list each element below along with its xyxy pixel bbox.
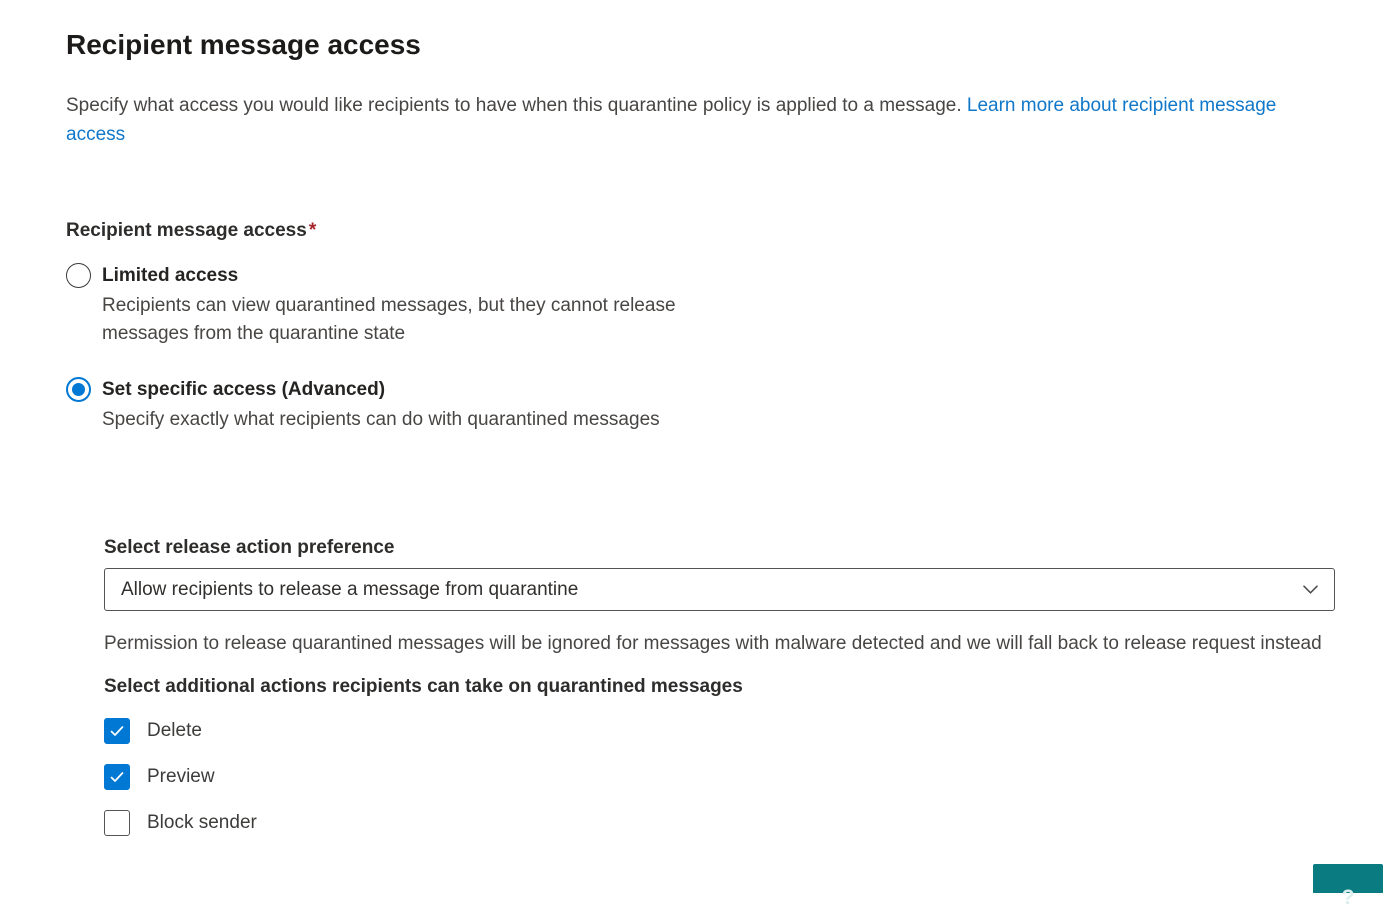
delete-checkbox[interactable]: [104, 718, 130, 744]
radio-option-set-specific-access[interactable]: [66, 376, 1338, 434]
checkbox-row-preview[interactable]: [104, 764, 1338, 790]
radio-option-text: [102, 376, 660, 434]
chevron-down-icon: [1301, 580, 1320, 599]
advanced-access-section: [104, 536, 1338, 836]
help-button[interactable]: [1313, 864, 1383, 909]
radio-dot: [72, 383, 85, 396]
checkbox-label: Delete: [147, 720, 202, 741]
check-icon: [109, 769, 125, 785]
page-title: Recipient message access: [66, 29, 421, 60]
radio-description: Recipients can view quarantined messages, but they cannot release messages from the quarantine state: [102, 295, 676, 344]
checkbox-label: Block sender: [147, 812, 257, 833]
radio-description: Specify exactly what recipients can do with quarantined messages: [102, 409, 660, 430]
field-label-text: Recipient message access: [66, 220, 307, 241]
question-mark-icon: ?: [1341, 886, 1355, 909]
radio-option-limited-access[interactable]: [66, 262, 1338, 348]
checkbox-row-block-sender[interactable]: [104, 810, 1338, 836]
release-preference-note: Permission to release quarantined messages will be ignored for messages with malware detected and we will fall back to release request instead: [104, 633, 1322, 654]
recipient-message-access-panel: [66, 28, 1338, 836]
block-sender-checkbox[interactable]: [104, 810, 130, 836]
radio-label: Limited access: [102, 265, 239, 286]
check-icon: [109, 723, 125, 739]
release-preference-label: Select release action preference: [104, 537, 395, 558]
required-asterisk: *: [308, 220, 317, 241]
radio-label: Set specific access (Advanced): [102, 379, 386, 400]
recipient-access-field-label: [66, 219, 1338, 242]
checkbox-label: Preview: [147, 766, 215, 787]
preview-checkbox[interactable]: [104, 764, 130, 790]
radio-button-set-specific-access[interactable]: [66, 377, 91, 402]
recipient-access-radio-group: [66, 262, 1338, 434]
radio-button-limited-access[interactable]: [66, 263, 91, 288]
additional-actions-label: Select additional actions recipients can take on quarantined messages: [104, 676, 743, 697]
radio-option-text: [102, 262, 757, 348]
page-description-text: Specify what access you would like recipients to have when this quarantine policy is applied to a message.: [66, 95, 962, 116]
page-description: [66, 92, 1338, 149]
release-action-dropdown[interactable]: [104, 568, 1335, 611]
learn-more-link[interactable]: Learn more about recipient message access: [66, 95, 1277, 145]
checkbox-row-delete[interactable]: [104, 718, 1338, 744]
dropdown-selected-value: Allow recipients to release a message from quarantine: [121, 578, 579, 600]
